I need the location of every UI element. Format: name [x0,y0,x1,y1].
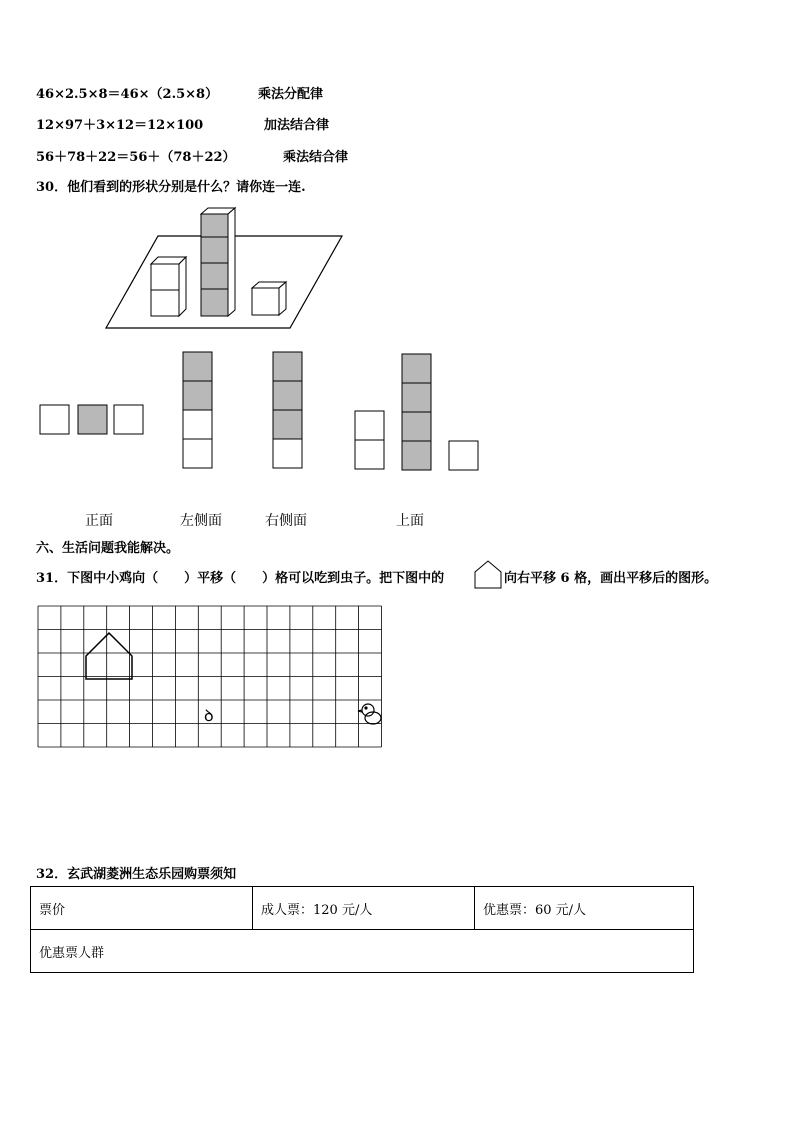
equation-1-law: 乘法分配律 [258,87,324,102]
section-6-title: 六、生活问题我能解决。 [36,541,180,556]
equation-1: 46×2.5×8＝46×（2.5×8） [36,87,219,102]
table-cell: 票价 [31,887,253,930]
label-front: 正面 [85,513,113,529]
left-cube-stack [151,257,186,316]
label-top: 上面 [396,513,424,529]
equation-2: 12×97＋3×12＝12×100 [36,118,204,133]
table-row [31,887,694,930]
question-30-title: 30．他们看到的形状分别是什么？请你连一连. [36,180,306,195]
single-cube [252,282,286,315]
table-cell: 成人票：120 元/人 [253,887,475,930]
equation-3: 56＋78＋22＝56＋（78＋22） [36,150,236,165]
question-31-part1: 31．下图中小鸡向（ ）平移（ ）格可以吃到虫子。把下图中的 [36,571,445,586]
table-cell: 优惠票人群 [31,930,694,973]
question-32-title: 32．玄武湖菱洲生态乐园购票须知 [36,867,237,882]
question-31-part2: 向右平移 6 格，画出平移后的图形。 [504,571,718,586]
label-left-side: 左侧面 [180,513,222,529]
ticket-table [30,886,694,973]
equation-3-law: 乘法结合律 [283,150,349,165]
view-option-column-a [183,352,212,468]
view-option-side-group [355,354,478,470]
table-row [31,930,694,973]
view-option-front-row [40,405,143,434]
view-option-column-b [273,352,302,468]
grid-house-shape [86,633,132,679]
tall-cube-stack [201,208,235,316]
equation-2-law: 加法结合律 [264,118,330,133]
worm-icon: ꝺ [204,706,214,725]
table-cell: 优惠票：60 元/人 [475,887,694,930]
translation-grid [38,606,388,756]
house-shape-icon [474,560,502,590]
label-right-side: 右侧面 [265,513,307,529]
chick-icon [358,704,381,724]
